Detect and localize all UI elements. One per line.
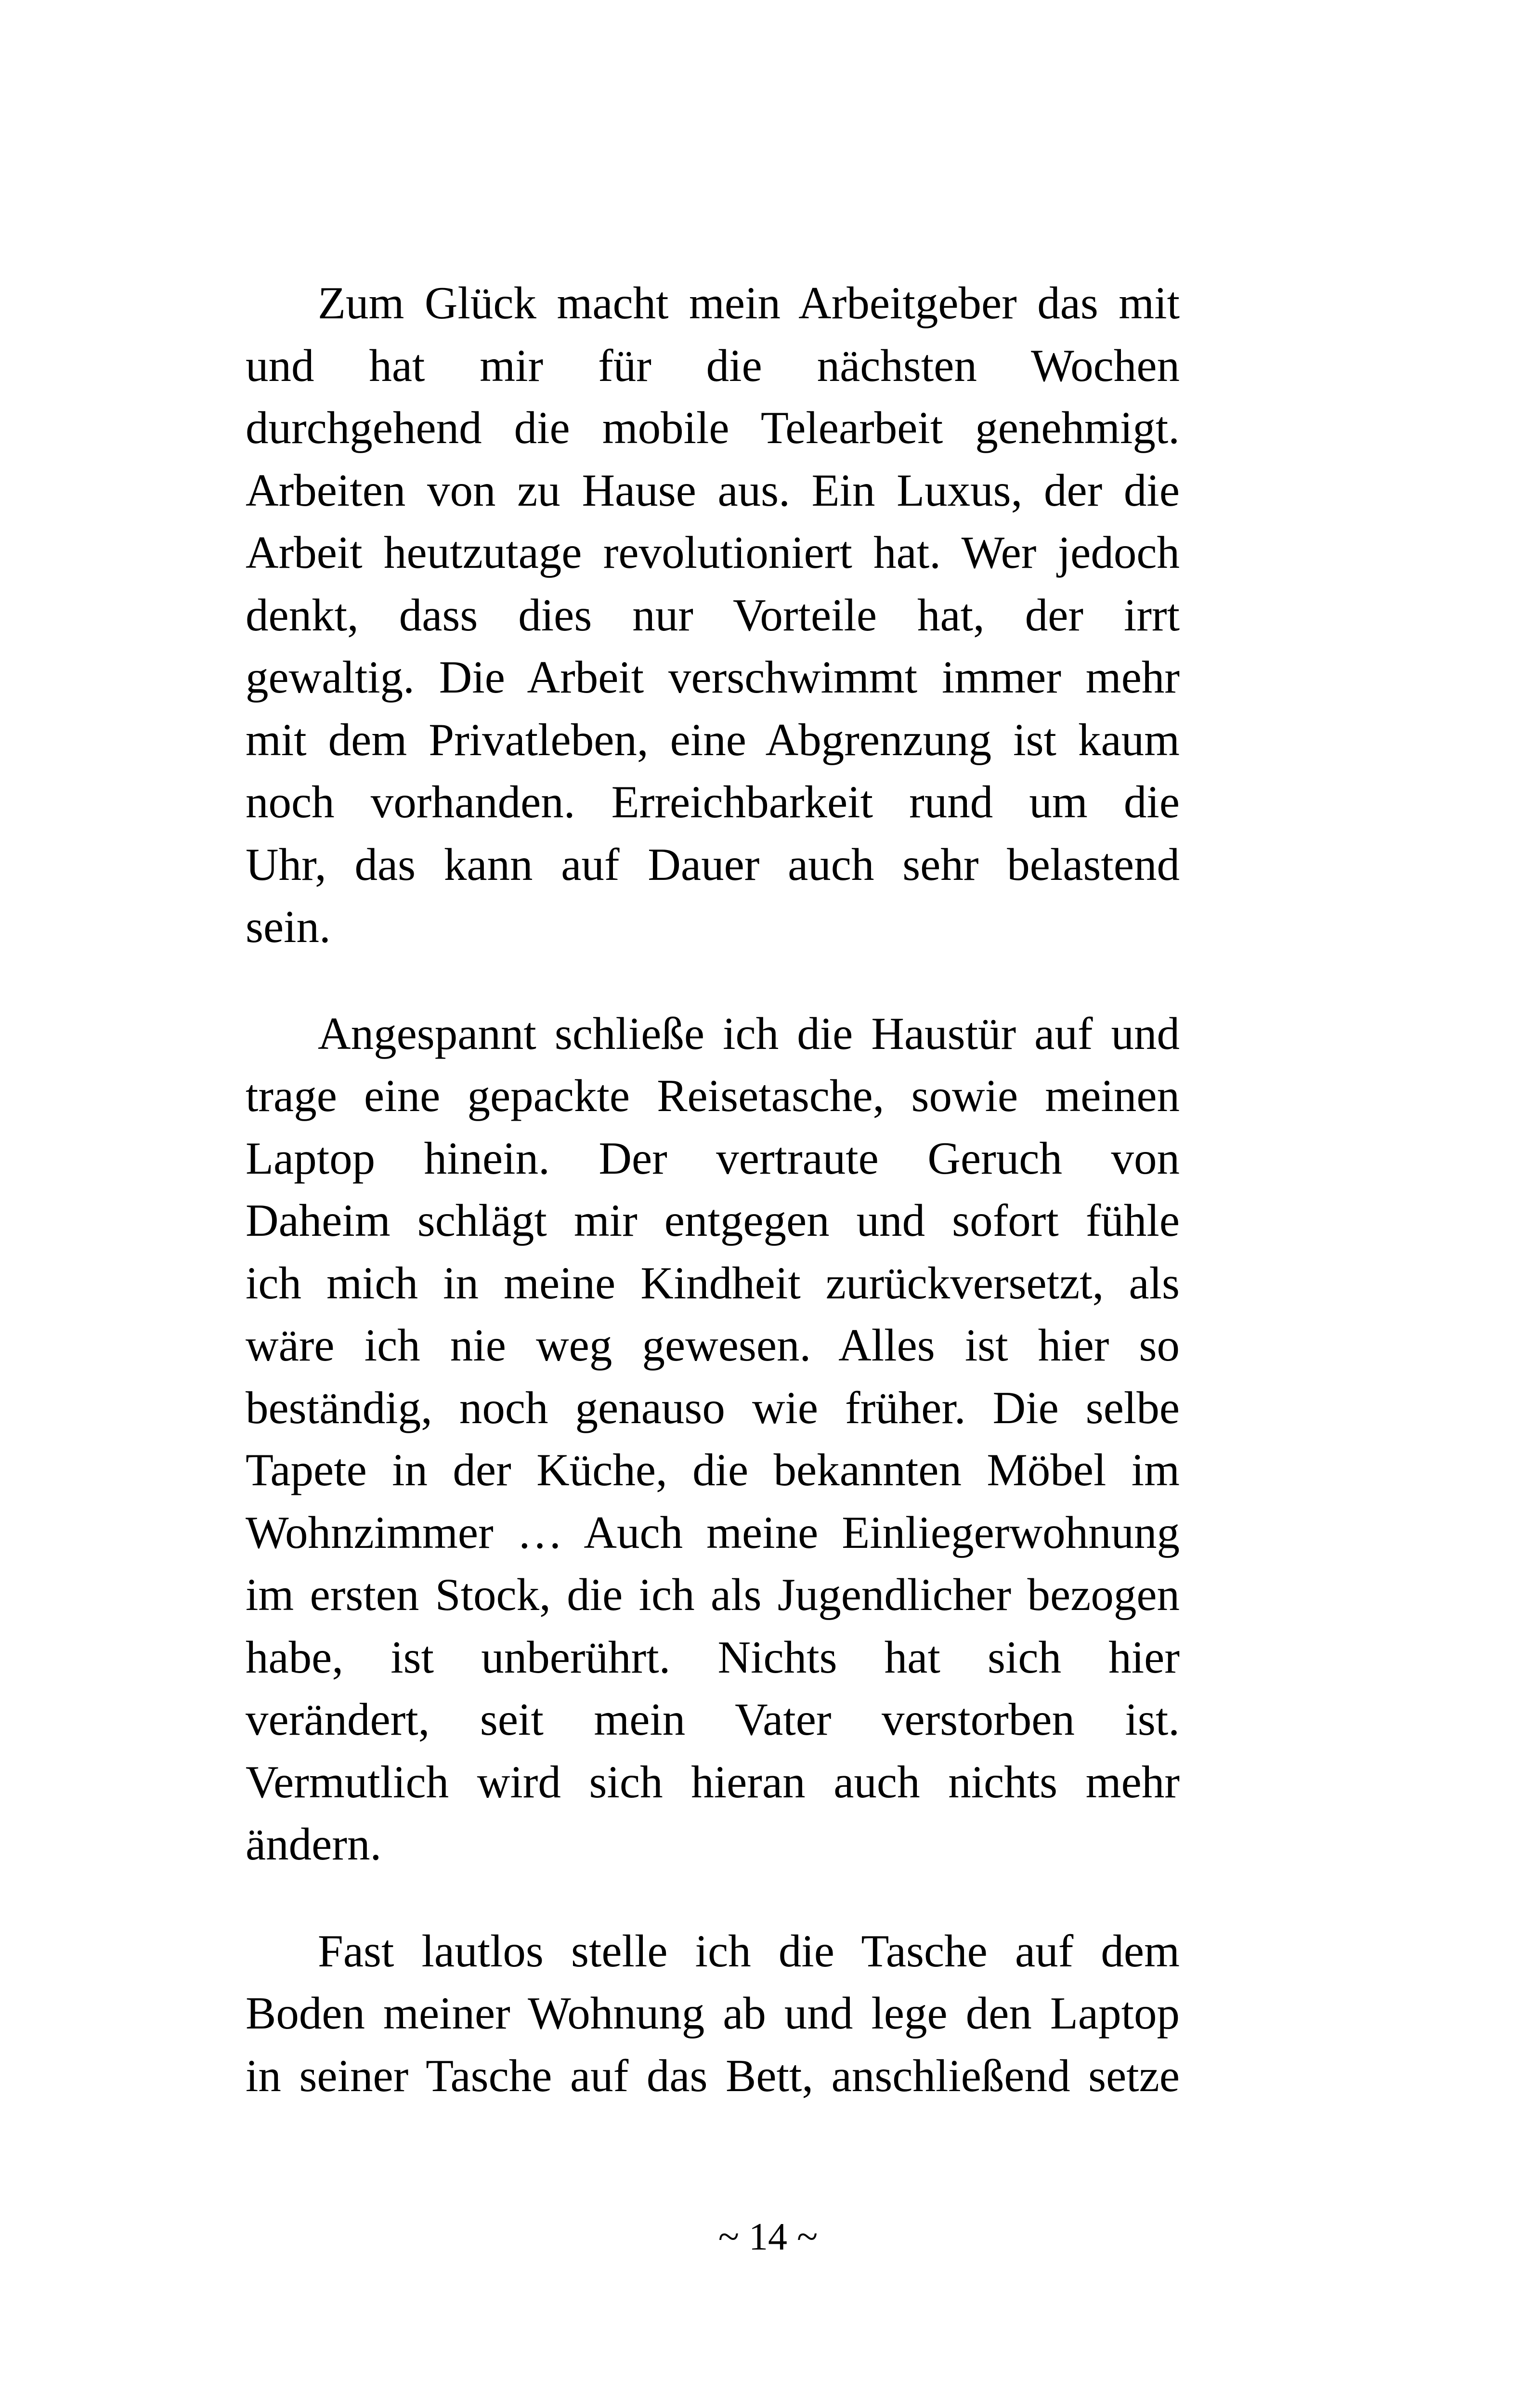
- text-line: Wohnzimmer … Auch meine Einliegerwohnung: [246, 1506, 1180, 1558]
- text-line: denkt, dass dies nur Vorteile hat, der irrt: [246, 589, 1180, 641]
- text-line: Uhr, das kann auf Dauer auch sehr belastend: [246, 838, 1180, 890]
- text-line: Arbeit heutzutage revolutioniert hat. Wer jedoch: [246, 527, 1180, 578]
- text-line: wäre ich nie weg gewesen. Alles ist hier so: [246, 1320, 1180, 1371]
- text-line: Daheim schlägt mir entgegen und sofort fühle: [246, 1195, 1180, 1246]
- text-line: Laptop hinein. Der vertraute Geruch von: [246, 1132, 1180, 1184]
- text-line: Fast lautlos stelle ich die Tasche auf dem: [318, 1925, 1180, 1976]
- text-line: beständig, noch genauso wie früher. Die selbe: [246, 1382, 1180, 1433]
- text-line: ich mich in meine Kindheit zurückversetzt, als: [246, 1257, 1180, 1309]
- text-line: verändert, seit mein Vater verstorben ist.: [246, 1694, 1180, 1745]
- text-line: im ersten Stock, die ich als Jugendlicher bezogen: [246, 1569, 1180, 1620]
- text-line: Vermutlich wird sich hieran auch nichts mehr: [246, 1756, 1180, 1807]
- text-line: und hat mir für die nächsten Wochen: [246, 340, 1180, 391]
- text-line: Zum Glück macht mein Arbeitgeber das mit: [318, 277, 1180, 328]
- text-line: durchgehend die mobile Telearbeit genehmigt.: [246, 402, 1180, 453]
- text-line: habe, ist unberührt. Nichts hat sich hier: [246, 1631, 1180, 1683]
- paragraph-1: [246, 272, 1180, 958]
- page-number: ~ 14 ~: [718, 2216, 818, 2258]
- text-line: Angespannt schließe ich die Haustür auf und: [318, 1008, 1180, 1059]
- text-line: in seiner Tasche auf das Bett, anschließend setze: [246, 2050, 1180, 2101]
- text-line: Tapete in der Küche, die bekannten Möbel im: [246, 1444, 1180, 1495]
- text-line: Boden meiner Wohnung ab und lege den Laptop: [246, 1988, 1180, 2039]
- text-line: trage eine gepackte Reisetasche, sowie meinen: [246, 1070, 1180, 1121]
- paragraph-2: [246, 1003, 1180, 1876]
- text-line: noch vorhanden. Erreichbarkeit rund um die: [246, 776, 1180, 827]
- text-line: mit dem Privatleben, eine Abgrenzung ist kaum: [246, 714, 1180, 765]
- body-text: [246, 272, 1180, 2107]
- paragraph-3: [246, 1920, 1180, 2107]
- text-line: gewaltig. Die Arbeit verschwimmt immer mehr: [246, 652, 1180, 703]
- text-line: sein.: [246, 901, 331, 952]
- text-line: Arbeiten von zu Hause aus. Ein Luxus, der die: [246, 464, 1180, 516]
- text-line: ändern.: [246, 1819, 382, 1870]
